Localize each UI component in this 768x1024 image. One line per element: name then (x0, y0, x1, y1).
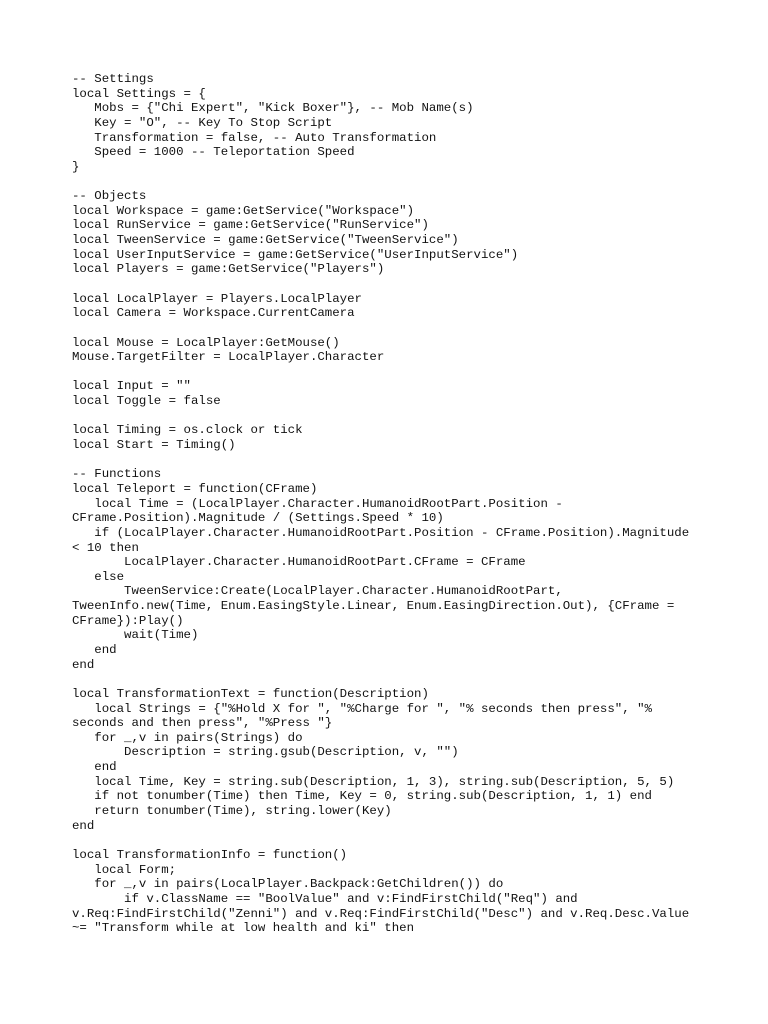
code-line: seconds and then press", "%Press "} (72, 716, 333, 731)
code-line: local TransformationText = function(Description) (72, 686, 429, 701)
code-line: -- Functions (72, 467, 162, 482)
code-line: local Time = (LocalPlayer.Character.HumanoidRootPart.Position - (72, 496, 563, 511)
code-line: local Strings = {"%Hold X for ", "%Charge for ", "% seconds then press", "% (72, 701, 652, 716)
code-line: v.Req:FindFirstChild("Zenni") and v.Req:FindFirstChild("Desc") and v.Req.Desc.Value (72, 906, 690, 921)
code-line: end (72, 760, 117, 775)
code-line: CFrame.Position).Magnitude / (Settings.Speed * 10) (72, 511, 444, 526)
blank-line (72, 453, 702, 468)
code-line: for _,v in pairs(Strings) do (72, 730, 303, 745)
code-line: Mobs = {"Chi Expert", "Kick Boxer"}, -- Mob Name(s) (72, 101, 474, 116)
code-line: -- Settings (72, 72, 154, 86)
code-line: local Settings = { (72, 86, 206, 101)
code-line: wait(Time) (72, 628, 199, 643)
code-line: for _,v in pairs(LocalPlayer.Backpack:GetChildren()) do (72, 877, 504, 892)
blank-line (72, 365, 702, 380)
code-line: local RunService = game:GetService("RunService") (72, 218, 429, 233)
code-line: local Players = game:GetService("Players") (72, 262, 385, 277)
code-line: if v.ClassName == "BoolValue" and v:FindFirstChild("Req") and (72, 891, 578, 906)
code-line: local UserInputService = game:GetService("UserInputService") (72, 247, 519, 262)
code-line: local Toggle = false (72, 394, 221, 409)
blank-line (72, 672, 702, 687)
code-line: Description = string.gsub(Description, v, "") (72, 745, 459, 760)
code-line: local LocalPlayer = Players.LocalPlayer (72, 291, 362, 306)
code-line: else (72, 569, 125, 584)
code-line: end (72, 657, 95, 672)
code-line: if not tonumber(Time) then Time, Key = 0, string.sub(Description, 1, 1) end (72, 789, 652, 804)
code-line: local Workspace = game:GetService("Workspace") (72, 203, 415, 218)
blank-line (72, 409, 702, 424)
blank-line (72, 277, 702, 292)
blank-line (72, 833, 702, 848)
code-line: return tonumber(Time), string.lower(Key) (72, 804, 392, 819)
code-line: Speed = 1000 -- Teleportation Speed (72, 145, 355, 160)
code-line: local Input = "" (72, 379, 191, 394)
code-line: if (LocalPlayer.Character.HumanoidRootPart.Position - CFrame.Position).Magnitude (72, 525, 690, 540)
code-line: < 10 then (72, 540, 139, 555)
code-line: local TransformationInfo = function() (72, 847, 348, 862)
code-line: } (72, 159, 80, 174)
code-line: local Form; (72, 862, 177, 877)
code-line: -- Objects (72, 189, 147, 204)
code-block (72, 72, 702, 936)
code-line: local Time, Key = string.sub(Description, 1, 3), string.sub(Description, 5, 5) (72, 774, 675, 789)
code-line: TweenInfo.new(Time, Enum.EasingStyle.Linear, Enum.EasingDirection.Out), {CFrame = (72, 599, 675, 614)
code-line: end (72, 642, 117, 657)
code-line: CFrame}):Play() (72, 613, 184, 628)
blank-line (72, 174, 702, 189)
code-line: local Start = Timing() (72, 438, 236, 453)
code-line: LocalPlayer.Character.HumanoidRootPart.CFrame = CFrame (72, 555, 526, 570)
code-line: local Teleport = function(CFrame) (72, 481, 318, 496)
blank-line (72, 321, 702, 336)
code-line: Mouse.TargetFilter = LocalPlayer.Character (72, 350, 385, 365)
code-line: ~= "Transform while at low health and ki" then (72, 921, 415, 936)
code-line: TweenService:Create(LocalPlayer.Character.HumanoidRootPart, (72, 584, 563, 599)
code-line: local Camera = Workspace.CurrentCamera (72, 306, 355, 321)
code-line: Transformation = false, -- Auto Transformation (72, 130, 437, 145)
code-line: local TweenService = game:GetService("TweenService") (72, 233, 459, 248)
code-line: local Mouse = LocalPlayer:GetMouse() (72, 335, 340, 350)
code-line: end (72, 818, 95, 833)
code-line: Key = "O", -- Key To Stop Script (72, 115, 333, 130)
code-line: local Timing = os.clock or tick (72, 423, 303, 438)
